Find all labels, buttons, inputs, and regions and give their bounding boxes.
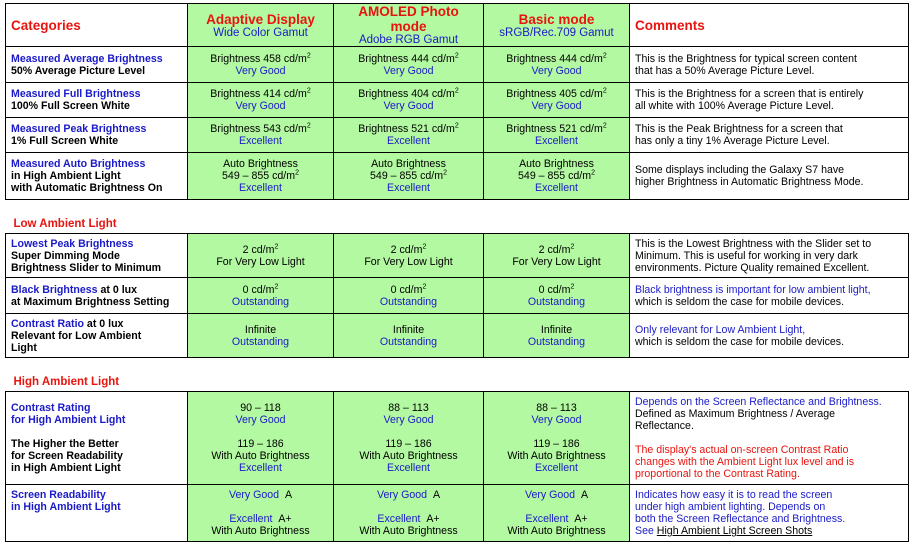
value-cell: 2 $cd/m^2$ For Very Low Light bbox=[188, 234, 334, 278]
comment-cell: Only relevant for Low Ambient Light, which is seldom the case for mobile devices. bbox=[630, 314, 909, 358]
row-screen-readability bbox=[6, 485, 909, 542]
value-cell: Brightness 521 $cd/m^2$ Excellent bbox=[484, 118, 630, 153]
row-black-brightness bbox=[6, 278, 909, 314]
value-cell: 2 $cd/m^2$ For Very Low Light bbox=[484, 234, 630, 278]
comment-cell: This is the Brightness for a screen that is entirely all white with 100% Average Picture Level. bbox=[630, 83, 909, 118]
comment-cell: This is the Lowest Brightness with the Slider set to Minimum. This is useful for working in very dark environments. Picture Quality remained Excellent. bbox=[630, 234, 909, 278]
section-title: High Ambient Light bbox=[13, 376, 120, 388]
section-low-ambient bbox=[6, 200, 909, 234]
value-cell: Auto Brightness 549 – 855 $cd/m^2$ Excellent bbox=[188, 153, 334, 200]
category-cell: Contrast Ratio at 0 lux Relevant for Low Ambient Light bbox=[6, 314, 188, 358]
category-cell: Lowest Peak Brightness Super Dimming Mode Brightness Slider to Minimum bbox=[6, 234, 188, 278]
value-cell: Infinite Outstanding bbox=[484, 314, 630, 358]
value-cell: Very Good A Excellent A+ With Auto Brightness bbox=[334, 485, 484, 542]
row-average-brightness bbox=[6, 47, 909, 83]
category-cell: Screen Readability in High Ambient Light bbox=[6, 485, 188, 542]
category-cell: Measured Auto Brightness in High Ambient Light with Automatic Brightness On bbox=[6, 153, 188, 200]
header-mode-adaptive: Adaptive Display Wide Color Gamut bbox=[188, 4, 334, 47]
comment-cell: Indicates how easy it is to read the screen under high ambient lighting. Depends on both the Screen Reflectance and Brightness. See High Ambient Light Screen Shots bbox=[630, 485, 909, 542]
header-comments: Comments bbox=[630, 4, 909, 47]
value-cell: Brightness 405 $cd/m^2$ Very Good bbox=[484, 83, 630, 118]
value-cell: 2 $cd/m^2$ For Very Low Light bbox=[334, 234, 484, 278]
category-cell: Measured Peak Brightness 1% Full Screen White bbox=[6, 118, 188, 153]
value-cell: Very Good A Excellent A+ With Auto Brightness bbox=[484, 485, 630, 542]
row-full-brightness bbox=[6, 83, 909, 118]
header-row bbox=[6, 4, 909, 47]
value-cell: 0 $cd/m^2$ Outstanding bbox=[484, 278, 630, 314]
comment-cell: Some displays including the Galaxy S7 have higher Brightness in Automatic Brightness Mode. bbox=[630, 153, 909, 200]
value-cell: 88 – 113 Very Good 119 – 186 With Auto Brightness Excellent bbox=[484, 392, 630, 485]
screen-shots-link[interactable]: High Ambient Light Screen Shots bbox=[656, 525, 813, 537]
value-cell: 88 – 113 Very Good 119 – 186 With Auto Brightness Excellent bbox=[334, 392, 484, 485]
comment-cell: Depends on the Screen Reflectance and Brightness. Defined as Maximum Brightness / Average Reflectance. The display's actual on-screen Contrast Ratio changes with the Ambient Light lux level and is proportional to the Contrast Rating. bbox=[630, 392, 909, 485]
value-cell: Very Good A Excellent A+ With Auto Brightness bbox=[188, 485, 334, 542]
category-cell: Black Brightness at 0 lux at Maximum Brightness Setting bbox=[6, 278, 188, 314]
comment-cell: This is the Brightness for typical screen content that has a 50% Average Picture Level. bbox=[630, 47, 909, 83]
category-cell: Measured Average Brightness 50% Average Picture Level bbox=[6, 47, 188, 83]
row-contrast-ratio bbox=[6, 314, 909, 358]
row-lowest-peak-brightness bbox=[6, 234, 909, 278]
display-comparison-table bbox=[5, 3, 909, 542]
header-mode-basic: Basic mode sRGB/Rec.709 Gamut bbox=[484, 4, 630, 47]
row-peak-brightness bbox=[6, 118, 909, 153]
section-title: Low Ambient Light bbox=[13, 218, 117, 230]
category-cell: Contrast Rating for High Ambient Light The Higher the Better for Screen Readability in High Ambient Light bbox=[6, 392, 188, 485]
comment-cell: Black brightness is important for low ambient light, which is seldom the case for mobile devices. bbox=[630, 278, 909, 314]
value-cell: Brightness 404 $cd/m^2$ Very Good bbox=[334, 83, 484, 118]
value-cell: Brightness 543 $cd/m^2$ Excellent bbox=[188, 118, 334, 153]
category-cell: Measured Full Brightness 100% Full Screen White bbox=[6, 83, 188, 118]
row-contrast-rating bbox=[6, 392, 909, 485]
value-cell: 90 – 118 Very Good 119 – 186 With Auto Brightness Excellent bbox=[188, 392, 334, 485]
value-cell: Brightness 414 $cd/m^2$ Very Good bbox=[188, 83, 334, 118]
header-categories: Categories bbox=[6, 4, 188, 47]
value-cell: Auto Brightness 549 – 855 $cd/m^2$ Excellent bbox=[484, 153, 630, 200]
value-cell: Brightness 444 $cd/m^2$ Very Good bbox=[484, 47, 630, 83]
value-cell: Brightness 458 $cd/m^2$ Very Good bbox=[188, 47, 334, 83]
value-cell: 0 $cd/m^2$ Outstanding bbox=[334, 278, 484, 314]
value-cell: Auto Brightness 549 – 855 $cd/m^2$ Excellent bbox=[334, 153, 484, 200]
value-cell: 0 $cd/m^2$ Outstanding bbox=[188, 278, 334, 314]
value-cell: Brightness 521 $cd/m^2$ Excellent bbox=[334, 118, 484, 153]
comment-cell: This is the Peak Brightness for a screen that has only a tiny 1% Average Picture Level. bbox=[630, 118, 909, 153]
value-cell: Infinite Outstanding bbox=[334, 314, 484, 358]
section-high-ambient bbox=[6, 358, 909, 392]
value-cell: Brightness 444 $cd/m^2$ Very Good bbox=[334, 47, 484, 83]
header-mode-amoled-photo: AMOLED Photo mode Adobe RGB Gamut bbox=[334, 4, 484, 47]
value-cell: Infinite Outstanding bbox=[188, 314, 334, 358]
row-auto-brightness bbox=[6, 153, 909, 200]
